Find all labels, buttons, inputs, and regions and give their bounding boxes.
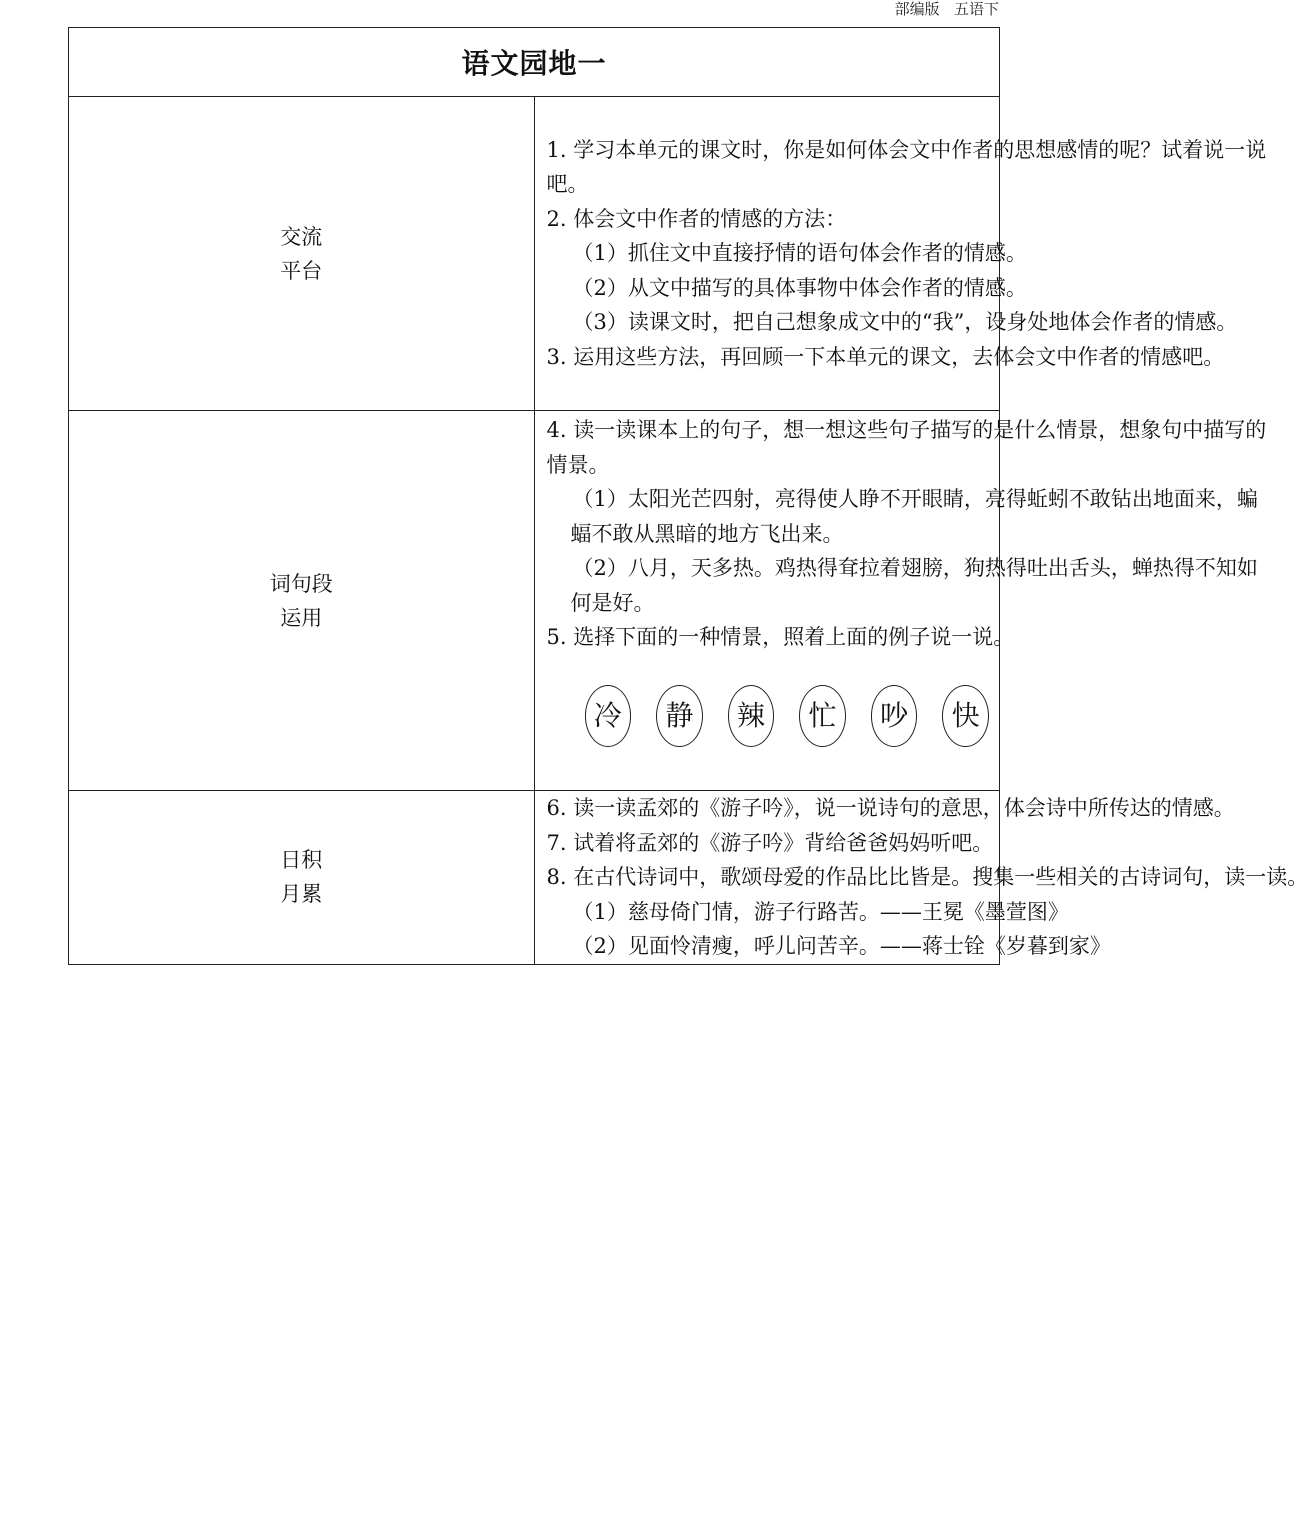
words-label-line1: 词句段 xyxy=(269,571,333,596)
exchange-label-line1: 交流 xyxy=(280,224,323,249)
daily-row xyxy=(69,791,1000,965)
question-6: 6. 读一读孟郊的《游子吟》，说一说诗句的意思，体会诗中所传达的情感。 xyxy=(546,796,1235,820)
poem-2-text: （2）见面怜清瘦，呼儿问苦辛。 xyxy=(572,934,880,958)
scene-circle-busy: 忙 xyxy=(799,685,846,747)
words-content xyxy=(534,411,1267,791)
sentence-2-line2: 何是好。 xyxy=(570,590,655,615)
method-1: （1）抓住文中直接抒情的语句体会作者的情感。 xyxy=(572,241,1027,266)
header-note xyxy=(895,0,999,18)
sentence-1-line1: （1）太阳光芒四射，亮得使人睁不开眼睛，亮得蚯蚓不敢钻出地面来，蝙 xyxy=(572,487,1258,511)
poem-quote-1 xyxy=(547,895,1069,930)
question-1-line1: 1. 学习本单元的课文时，你是如何体会文中作者的思想感情的呢？试着说一说 xyxy=(546,137,1267,162)
daily-label-line1: 日积 xyxy=(280,848,323,873)
question-1-line2: 吧。 xyxy=(546,172,589,197)
scene-circle-quiet: 静 xyxy=(656,685,703,747)
method-2: （2）从文中描写的具体事物中体会作者的情感。 xyxy=(572,275,1027,300)
title-row xyxy=(69,28,1000,97)
exchange-label xyxy=(69,97,535,411)
daily-label xyxy=(69,791,535,965)
poem-1-source: ——王冕《墨萱图》 xyxy=(879,899,1069,924)
method-3: （3）读课文时，把自己想象成文中的“我”，设身处地体会作者的情感。 xyxy=(572,310,1238,335)
scene-circle-noisy: 吵 xyxy=(871,685,918,747)
sentence-2-line1: （2）八月，天多热。鸡热得耷拉着翅膀，狗热得吐出舌头，蝉热得不知如 xyxy=(572,556,1258,580)
question-8: 8. 在古代诗词中，歌颂母爱的作品比比皆是。搜集一些相关的古诗词句，读一读。 xyxy=(546,865,1308,889)
words-label xyxy=(69,411,535,791)
question-4-line1: 4. 读一读课本上的句子，想一想这些句子描写的是什么情景，想象句中描写的 xyxy=(546,418,1267,442)
exchange-content xyxy=(534,97,1267,411)
words-label-line2: 运用 xyxy=(280,605,323,630)
question-4-line2: 情景。 xyxy=(546,452,610,477)
scene-choices xyxy=(585,685,990,747)
worksheet-table xyxy=(68,27,1308,965)
poem-quote-2 xyxy=(547,929,1111,964)
scene-circle-cold: 冷 xyxy=(585,685,632,747)
scene-circle-spicy: 辣 xyxy=(728,685,775,747)
exchange-label-line2: 平台 xyxy=(280,258,323,283)
page-title: 语文园地一 xyxy=(69,28,1000,97)
words-row xyxy=(69,411,1000,791)
question-5: 5. 选择下面的一种情景，照着上面的例子说一说。 xyxy=(546,625,1015,649)
question-3: 3. 运用这些方法，再回顾一下本单元的课文，去体会文中作者的情感吧。 xyxy=(546,344,1225,369)
grade-label: 五语下 xyxy=(953,0,999,18)
poem-1-text: （1）慈母倚门情，游子行路苦。 xyxy=(572,899,880,924)
poem-2-source: ——蒋士铨《岁暮到家》 xyxy=(879,934,1111,958)
question-2: 2. 体会文中作者的情感的方法： xyxy=(546,206,847,231)
daily-content xyxy=(534,791,1308,965)
daily-label-line2: 月累 xyxy=(280,882,323,907)
sentence-1-line2: 蝠不敢从黑暗的地方飞出来。 xyxy=(570,521,844,546)
question-7: 7. 试着将孟郊的《游子吟》背给爸爸妈妈听吧。 xyxy=(546,830,994,855)
scene-circle-fast: 快 xyxy=(942,685,989,747)
exchange-row xyxy=(69,97,1000,411)
edition-label: 部编版 xyxy=(894,0,940,18)
